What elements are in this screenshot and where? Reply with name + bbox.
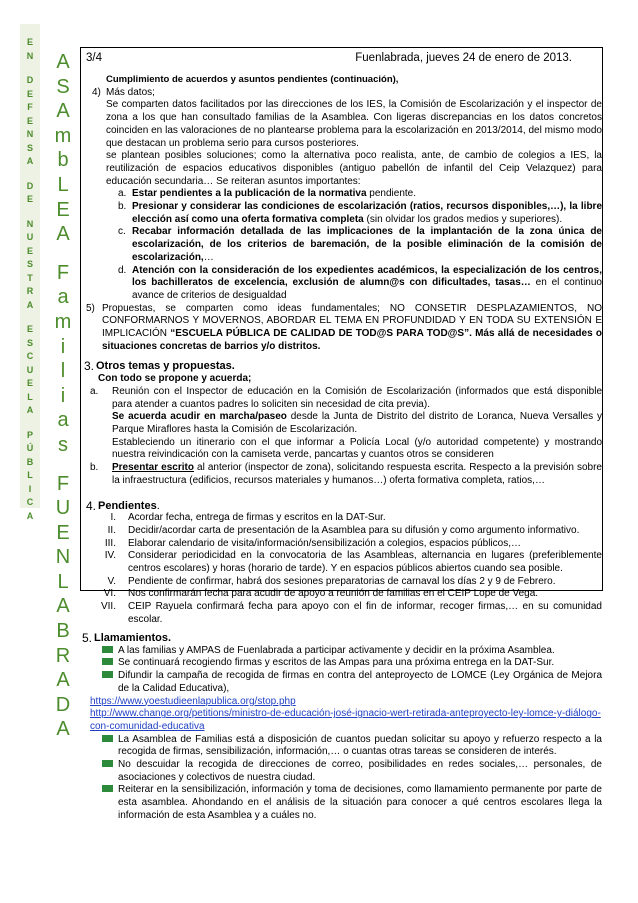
pending-item <box>82 512 602 525</box>
side-band-letter: S <box>26 337 33 348</box>
pending-item-label: II. <box>107 524 116 536</box>
pending-item <box>82 588 602 601</box>
list-item: 5) Propuestas, se comparten como ideas fundamentales; NO CONSETIR DESPLAZAMIENTOS, NO CONFORMARNOS Y MOVERNOS, ABORDAR EL TEMA EN PROFUNDIDAD Y EN TODA SU EXTENSIÓN E IMPLICACIÓN “ESCUELA PÚBLICA DE CALIDAD DE TOD@S PARA TOD@S”. Más allá de necesidades o situaciones concretas de barrios y/o distritos. <box>86 302 602 352</box>
page-header <box>82 50 602 74</box>
list-item: 4) Más datos; <box>92 86 155 98</box>
side-band-letter: U <box>26 232 34 242</box>
pending-item-label: III. <box>104 537 116 549</box>
pending-item-text: Elaborar calendario de visita/información/sensibilización a colegios, espacios públicos,… <box>128 537 521 549</box>
document-body <box>82 50 602 627</box>
side-band-letter: B <box>26 456 34 467</box>
side-title-letter: N <box>55 546 71 569</box>
side-title-letter: S <box>56 75 70 98</box>
pending-item-text: Pendiente de confirmar, habrá dos sesiones preparatorias de carnaval los días 2 y 9 de Febrero. <box>128 575 556 587</box>
side-band-text <box>20 36 40 523</box>
side-title-letter: B <box>56 620 70 643</box>
side-band-letter: N <box>26 50 34 61</box>
section-title: Cumplimiento de acuerdos y asuntos pendientes (continuación), <box>106 74 399 85</box>
side-band-letter: A <box>26 510 34 521</box>
side-band-letter: E <box>26 378 33 388</box>
side-title-letter: R <box>55 644 71 667</box>
list-item: c. Recabar información detallada de las implicaciones de la implantación de la zona única de escolarización, de los criterios de baremación, de la posible eliminación de la comisión de escolarización,… <box>118 226 602 263</box>
arrow-bullet-icon <box>102 760 113 767</box>
side-band-letter: L <box>27 391 33 402</box>
side-title-letter: E <box>56 198 70 221</box>
side-title-letter: m <box>54 124 72 147</box>
side-title-letter: D <box>55 693 71 716</box>
call-item <box>82 670 602 695</box>
side-band-letter: S <box>26 142 33 153</box>
side-title-letter: A <box>56 100 70 123</box>
side-title-letter: i <box>60 335 66 358</box>
side-title-letter: A <box>56 51 70 73</box>
side-band-letter: E <box>26 115 33 126</box>
pending-item-text: Considerar periodicidad en la convocatoria de las Asambleas, alternancia en lugares (preferiblemente centros escolares) y horas (horario de tarde). Y en espacios públicos abiertos cuando sea posible. <box>128 550 602 575</box>
side-band-letter: A <box>26 405 34 415</box>
arrow-bullet-icon <box>102 735 113 742</box>
side-band-letter: R <box>26 286 34 296</box>
call-item <box>82 657 602 670</box>
call-item-text: No descuidar la recogida de direcciones de correo, posibilidades en redes sociales,… personales, de asociaciones y colectivos de nuestra ciudad. <box>118 759 602 783</box>
call-item-text: La Asamblea de Familias está a disposición de cuantos puedan solicitar su apoyo y refuerzo respecto a la recogida de firmas, sensibilización, información,… o cuantas otras tareas se consideren de interés. <box>118 733 602 758</box>
call-item <box>82 645 602 658</box>
side-band-letter <box>20 63 40 74</box>
pending-item-label: VI. <box>103 588 116 600</box>
pending-item-text: Nos confirmarán fecha para acudir de apoyo a reunión de familias en el CEIP Lope de Vega. <box>128 588 539 600</box>
page-number: 3/4 <box>86 52 102 64</box>
list-item: a. Reunión con el Inspector de educación en la Comisión de Escolarización (informados que está disponible para atender a cuantos padres lo soliciten sin necesidad de cita previa). Se acuerda acudir en marcha/paseo desde la Junta de Distrito del distrito de Loranca, Nueva Versalles y Parque Miraflores hasta la Comisión de Escolarización. Estableciendo un itinerario con el que informar a Policía Local (y/o autoridad competente) y mostrando nuestra reivindicación con la camiseta verde, pancartas y cuantos otros se consideren <box>90 385 603 461</box>
place-date: Fuenlabrada, jueves 24 de enero de 2013. <box>355 52 572 64</box>
side-title-letter: a <box>57 286 69 309</box>
side-title-letter: A <box>56 223 70 246</box>
side-band-letter: U <box>26 364 34 375</box>
section-heading: 3. Otros temas y propuestas. <box>84 359 235 374</box>
pending-item <box>82 525 602 538</box>
calls-section <box>82 630 602 823</box>
side-band-letter: Ú <box>26 443 34 453</box>
side-title-letter: E <box>56 521 70 544</box>
side-band-letter: E <box>26 88 33 99</box>
call-item-text: Reiterar en la sensibilización, información y toma de decisiones, como llamamiento permanente por parte de esta asamblea. Ahondando en el análisis de la situación para conocer a qué centros escolares llega la información de esta Asamblea y a cuáles no. <box>118 784 602 821</box>
section-subtitle: Con todo se propone y acuerda; <box>98 373 252 385</box>
side-band-letter <box>20 169 40 180</box>
side-band-letter <box>20 312 40 323</box>
list-item: d. Atención con la consideración de los expedientes académicos, la especialización de los centros, los bachilleratos de excelencia, exclusión de alumn@s con dificultades, tasas… en el continuo avance de criterios de desigualdad <box>118 264 602 301</box>
pending-item-label: IV. <box>104 550 116 562</box>
arrow-bullet-icon <box>102 785 113 792</box>
side-title-letter: l <box>60 360 66 383</box>
pending-item-text: Acordar fecha, entrega de firmas y escritos en la DAT-Sur. <box>128 512 386 524</box>
pending-item-text: CEIP Rayuela confirmará fecha para apoyo con el fin de informar, recoger firmas,… en su comunidad escolar. <box>128 601 602 625</box>
side-band-letter: E <box>26 245 33 256</box>
call-item-text: Difundir la campaña de recogida de firmas en contra del anteproyecto de LOMCE (Ley Orgánica de Mejora de la Calidad Educativa), <box>118 670 602 694</box>
side-title-letter: F <box>56 261 70 284</box>
side-title-letter: A <box>56 595 70 618</box>
pending-item <box>82 576 602 589</box>
call-item <box>82 734 602 759</box>
side-title-letter: A <box>56 718 70 741</box>
pending-item-label: V. <box>107 575 116 587</box>
call-item <box>82 759 602 784</box>
arrow-bullet-icon <box>102 671 113 678</box>
pending-item <box>82 601 602 626</box>
side-band-letter: T <box>27 272 33 283</box>
list-item: a. Estar pendientes a la publicación de la normativa pendiente. <box>118 188 417 200</box>
link-signature[interactable]: https://www.yoestudieenlapublica.org/stop.php <box>90 695 296 707</box>
paragraph: se plantean posibles soluciones; como la alternativa poco realista, ante, de cambio de colegios a IES, la reutilización de espacios educativos disponibles (antiguo pabellón de infantil del Ceip Velazquez) para educación secundaria… Se reiteran asuntos importantes: <box>106 150 602 187</box>
side-band-letter: E <box>26 194 33 204</box>
side-band-letter: A <box>26 299 34 310</box>
side-title <box>50 50 76 742</box>
link-petition[interactable]: http://www.change.org/petitions/ministro-de-educación-josé-ignacio-wert-retirada-anteproyecto-ley-lomce-y-diálogo-con-comunidad-educativa <box>90 708 601 732</box>
side-band-letter <box>20 207 40 218</box>
list-item: b. Presentar escrito al anterior (inspector de zona), solicitando respuesta escrita. Respecto a la previsión sobre la infraestructura (edificios, recursos materiales y humanos…) oferta formativa completa, ratios,… <box>90 462 602 486</box>
side-band-letter: C <box>26 351 34 361</box>
section-heading: 5. Llamamientos. <box>82 631 172 645</box>
side-band-letter <box>20 418 40 429</box>
side-band-letter: A <box>26 156 34 166</box>
side-title-letter: b <box>57 149 69 172</box>
paragraph: Se comparten datos facilitados por las direcciones de los IES, la Comisión de Escolarización y el inspector de zona a los que han consultado familias de la Asamblea. Con ligeras discrepancias en los datos concretos coinciden en las valoraciones de no plantearse problema para la escolarización en 2013/2014, del mismo modo que destacan un problema serio para cursos posteriores. <box>106 99 602 149</box>
side-band-letter: F <box>27 102 33 112</box>
side-title-letter: i <box>60 384 66 407</box>
side-title-letter <box>50 247 76 261</box>
pending-item <box>82 550 602 575</box>
side-band-letter: L <box>27 470 33 480</box>
side-title-letter: a <box>57 409 69 432</box>
side-title-letter: L <box>57 570 69 593</box>
side-band-letter: D <box>26 75 34 85</box>
side-band-letter: N <box>26 218 34 229</box>
side-title-letter <box>50 458 76 472</box>
side-title-letter: F <box>56 472 70 495</box>
side-band-letter: D <box>26 180 34 191</box>
pending-item-label: I. <box>110 512 116 524</box>
side-title-letter: m <box>54 310 72 333</box>
arrow-bullet-icon <box>102 658 113 665</box>
pending-item-text: Decidir/acordar carta de presentación de la Asamblea para su difusión y como argumento informativo. <box>128 524 580 536</box>
side-band-letter: P <box>26 429 33 440</box>
arrow-bullet-icon <box>102 646 113 653</box>
side-title-letter: L <box>57 173 69 196</box>
list-item: b. Presionar y considerar las condiciones de escolarización (ratios, recursos disponibles,…), la libre elección así como una oferta formativa completa (sin olvidar los grados medios y superiores). <box>118 201 602 225</box>
section-heading: 4. Pendientes . <box>86 498 160 513</box>
side-band-letter: E <box>26 37 33 47</box>
side-title-letter: U <box>55 497 71 520</box>
side-title-letter: s <box>58 433 68 456</box>
side-band-letter: N <box>26 129 34 139</box>
side-band-letter: S <box>26 259 33 269</box>
side-band-letter: E <box>26 324 33 334</box>
side-title-letter: A <box>56 669 70 692</box>
pending-item-label: VII. <box>100 601 116 613</box>
call-item <box>82 784 602 822</box>
pending-item <box>82 538 602 551</box>
call-item-text: A las familias y AMPAS de Fuenlabrada a participar activamente y decidir en la próxima Asamblea. <box>118 644 555 656</box>
call-item-text: Se continuará recogiendo firmas y escritos de las Ampas para una próxima entrega en la DAT-Sur. <box>118 657 555 669</box>
side-band-letter: C <box>26 497 34 507</box>
side-band-letter: I <box>28 483 32 494</box>
